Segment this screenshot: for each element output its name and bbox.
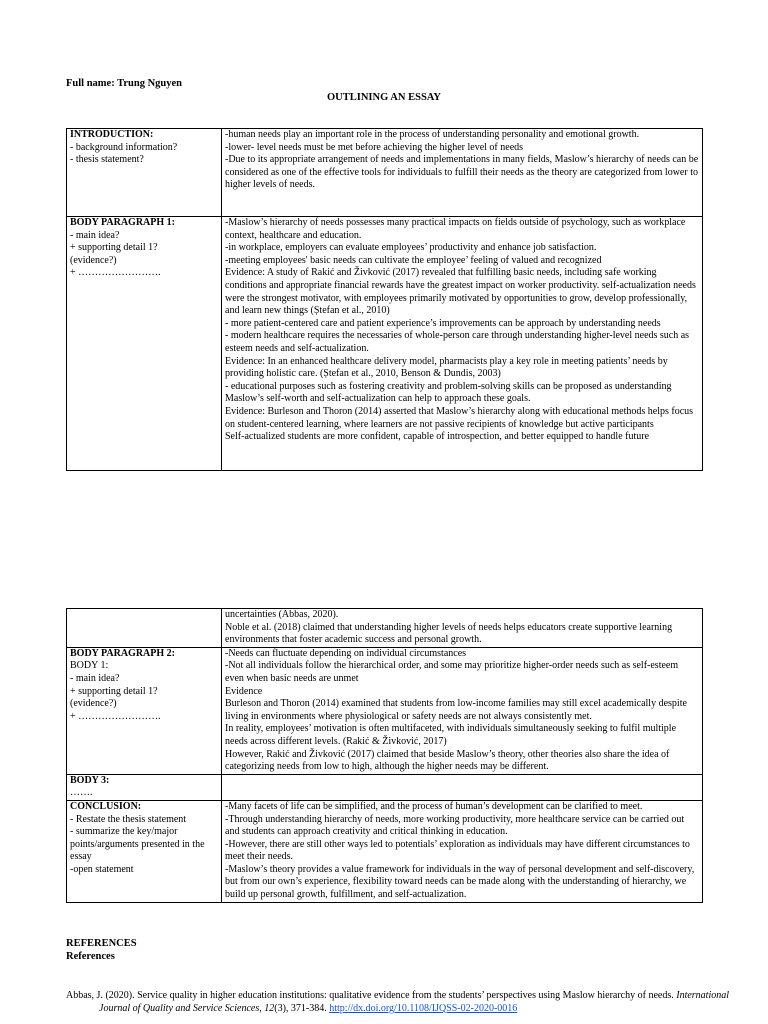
body-3-content-cell <box>222 774 703 800</box>
conclusion-content-cell <box>222 800 703 902</box>
introduction-content-cell <box>222 129 703 217</box>
body-2-content-cell <box>222 647 703 774</box>
references-heading: REFERENCES <box>66 938 137 949</box>
prompt-line: + supporting detail 1? <box>70 685 158 697</box>
conclusion-label: CONCLUSION: <box>70 800 142 812</box>
body-1-label: BODY PARAGRAPH 1: <box>70 217 175 228</box>
content-line: Evidence: A study of Rakić and Živković (2017) revealed that fulfilling basic needs, including safe working conditions and appropriate financial rewards have the greatest impact on worker productivity. self-actualization needs were the strongest motivator, with employees primarily motivated by opportunities to grow, develop professionally, and learn new things (Ștefan et al., 2010) <box>225 267 696 317</box>
prompt-line: + ……………………. <box>70 267 161 279</box>
body-2-label-cell <box>67 647 222 774</box>
body-3-row <box>67 774 703 800</box>
continuation-row <box>67 609 703 648</box>
content-line: -meeting employees' basic needs can cultivate the employee’ feeling of valued and recognized <box>225 254 602 266</box>
introduction-label-cell <box>67 129 222 217</box>
content-line: However, Rakić and Živković (2017) claimed that beside Maslow’s theory, other theories also share the idea of categorizing needs from low to high, although the higher needs may be different. <box>225 748 670 773</box>
body-1-label-cell <box>67 217 222 471</box>
reference-volume: 12 <box>264 1002 275 1014</box>
body-paragraph-2-row <box>67 647 703 774</box>
content-line: Evidence <box>225 685 263 697</box>
content-line: uncertainties (Abbas, 2020). <box>225 609 339 620</box>
continuation-content-cell <box>222 609 703 648</box>
continuation-label-cell <box>67 609 222 648</box>
prompt-line: -open statement <box>70 863 134 875</box>
body-1-content-cell <box>222 217 703 471</box>
conclusion-row <box>67 800 703 902</box>
prompt-line: - background information? <box>70 141 178 153</box>
content-line: - more patient-centered care and patient experience’s improvements can be approach by understanding needs <box>225 317 661 329</box>
content-line: Burleson and Thoron (2014) examined that students from low-income families may still excel academically despite living in environments where physiological or safety needs are not always consistently met. <box>225 698 687 722</box>
body-3-label-cell <box>67 774 222 800</box>
content-line: -in workplace, employers can evaluate employees’ productivity and enhance job satisfaction. <box>225 242 597 254</box>
reference-entry <box>66 990 739 1015</box>
references-subheading: References <box>66 951 115 962</box>
content-line: -lower- level needs must be met before achieving the higher level of needs <box>225 141 524 153</box>
prompt-line: + supporting detail 1? <box>70 242 158 254</box>
reference-authors: Abbas, J. (2020). Service quality in higher education institutions: qualitative evidence from the students’ perspectives using Maslow hierarchy of needs. <box>66 990 677 1001</box>
content-line: In reality, employees’ motivation is often multifaceted, with individuals simultaneously seeking to fulfil multiple needs across different levels. (Rakić & Živković, 2017) <box>225 723 677 747</box>
reference-journal: International Journal of Quality and Service Sciences <box>99 990 730 1014</box>
content-line: -Many facets of life can be simplified, and the process of human’s development can be clarified to meet. <box>225 800 643 812</box>
reference-pages: (3), 371-384. <box>274 1002 330 1014</box>
full-name: Full name: Trung Nguyen <box>66 78 183 89</box>
content-line: - modern healthcare requires the necessaries of whole-person care through understanding higher-level needs such as esteem needs and self-actualization. <box>225 330 690 354</box>
content-line: -human needs play an important role in the process of understanding personality and emotional growth. <box>225 129 640 140</box>
content-line: Evidence: In an enhanced healthcare delivery model, pharmacists play a key role in meeting patients’ needs by providing holistic care. (Ștefan et al., 2010, Benson & Dundis, 2003) <box>225 355 668 380</box>
prompt-line: - Restate the thesis statement <box>70 813 187 825</box>
body-3-label: BODY 3: <box>70 774 110 786</box>
introduction-row <box>67 129 703 217</box>
prompt-line: - thesis statement? <box>70 154 144 166</box>
reference-separator: , <box>259 1002 265 1014</box>
outline-table-page-2 <box>66 608 703 903</box>
body-2-label: BODY PARAGRAPH 2: <box>70 647 175 659</box>
prompt-line: ……. <box>70 787 93 799</box>
prompt-line: + ……………………. <box>70 710 161 722</box>
content-line: Self-actualized students are more confident, capable of introspection, and better equipped to handle future <box>225 431 650 443</box>
content-line: Noble et al. (2018) claimed that understanding higher levels of needs helps educators create supportive learning environments that foster academic success and personal growth. <box>225 621 673 646</box>
prompt-line: - main idea? <box>70 229 120 241</box>
prompt-line: - main idea? <box>70 672 120 684</box>
content-line: -Due to its appropriate arrangement of needs and implementations in many fields, Maslow’s hierarchy of needs can be considered as one of the effective tools for individuals to fulfill their needs as the theory are categorized from lower to higher levels of needs. <box>225 154 699 191</box>
content-line: Evidence: Burleson and Thoron (2014) asserted that Maslow’s hierarchy along with educational methods helps focus on student-centered learning, where learners are not passive recipients of knowledge but active participants <box>225 405 694 430</box>
content-line: -Maslow’s hierarchy of needs possesses many practical impacts on fields outside of psychology, such as workplace context, healthcare and education. <box>225 217 686 241</box>
conclusion-label-cell <box>67 800 222 902</box>
outline-table-page-1 <box>66 128 703 471</box>
content-line: -However, there are still other ways led to potentials’ exploration as individuals may have different circumstances to meet their needs. <box>225 838 690 863</box>
prompt-line: (evidence?) <box>70 698 117 710</box>
content-line: -Not all individuals follow the hierarchical order, and some may prioritize higher-order needs such as self-esteem even when basic needs are unmet <box>225 660 679 684</box>
introduction-label: INTRODUCTION: <box>70 129 154 140</box>
content-line: -Maslow’s theory provides a value framework for individuals in the way of personal development and self-discovery, but from our own’s experience, flexibility toward needs can be made along with the understanding of hierarchy, we build up personal growth, fulfillment, and self-actualization. <box>225 863 695 901</box>
reference-doi-link[interactable]: http://dx.doi.org/10.1108/IJQSS-02-2020-0016 <box>329 1002 518 1014</box>
content-line: - educational purposes such as fostering creativity and problem-solving skills can be proposed as understanding Maslow’s self-worth and self-actualization can help to approach these goals. <box>225 380 672 405</box>
prompt-line: - summarize the key/major points/arguments presented in the essay <box>70 826 205 863</box>
prompt-line: (evidence?) <box>70 254 117 266</box>
page-title: OUTLINING AN ESSAY <box>327 92 441 103</box>
prompt-line: BODY 1: <box>70 660 109 672</box>
body-paragraph-1-row <box>67 217 703 471</box>
content-line: -Needs can fluctuate depending on individual circumstances <box>225 647 467 659</box>
content-line: -Through understanding hierarchy of needs, more working productivity, more healthcare service can be carried out and students can approach creativity and critical thinking in education. <box>225 813 685 838</box>
